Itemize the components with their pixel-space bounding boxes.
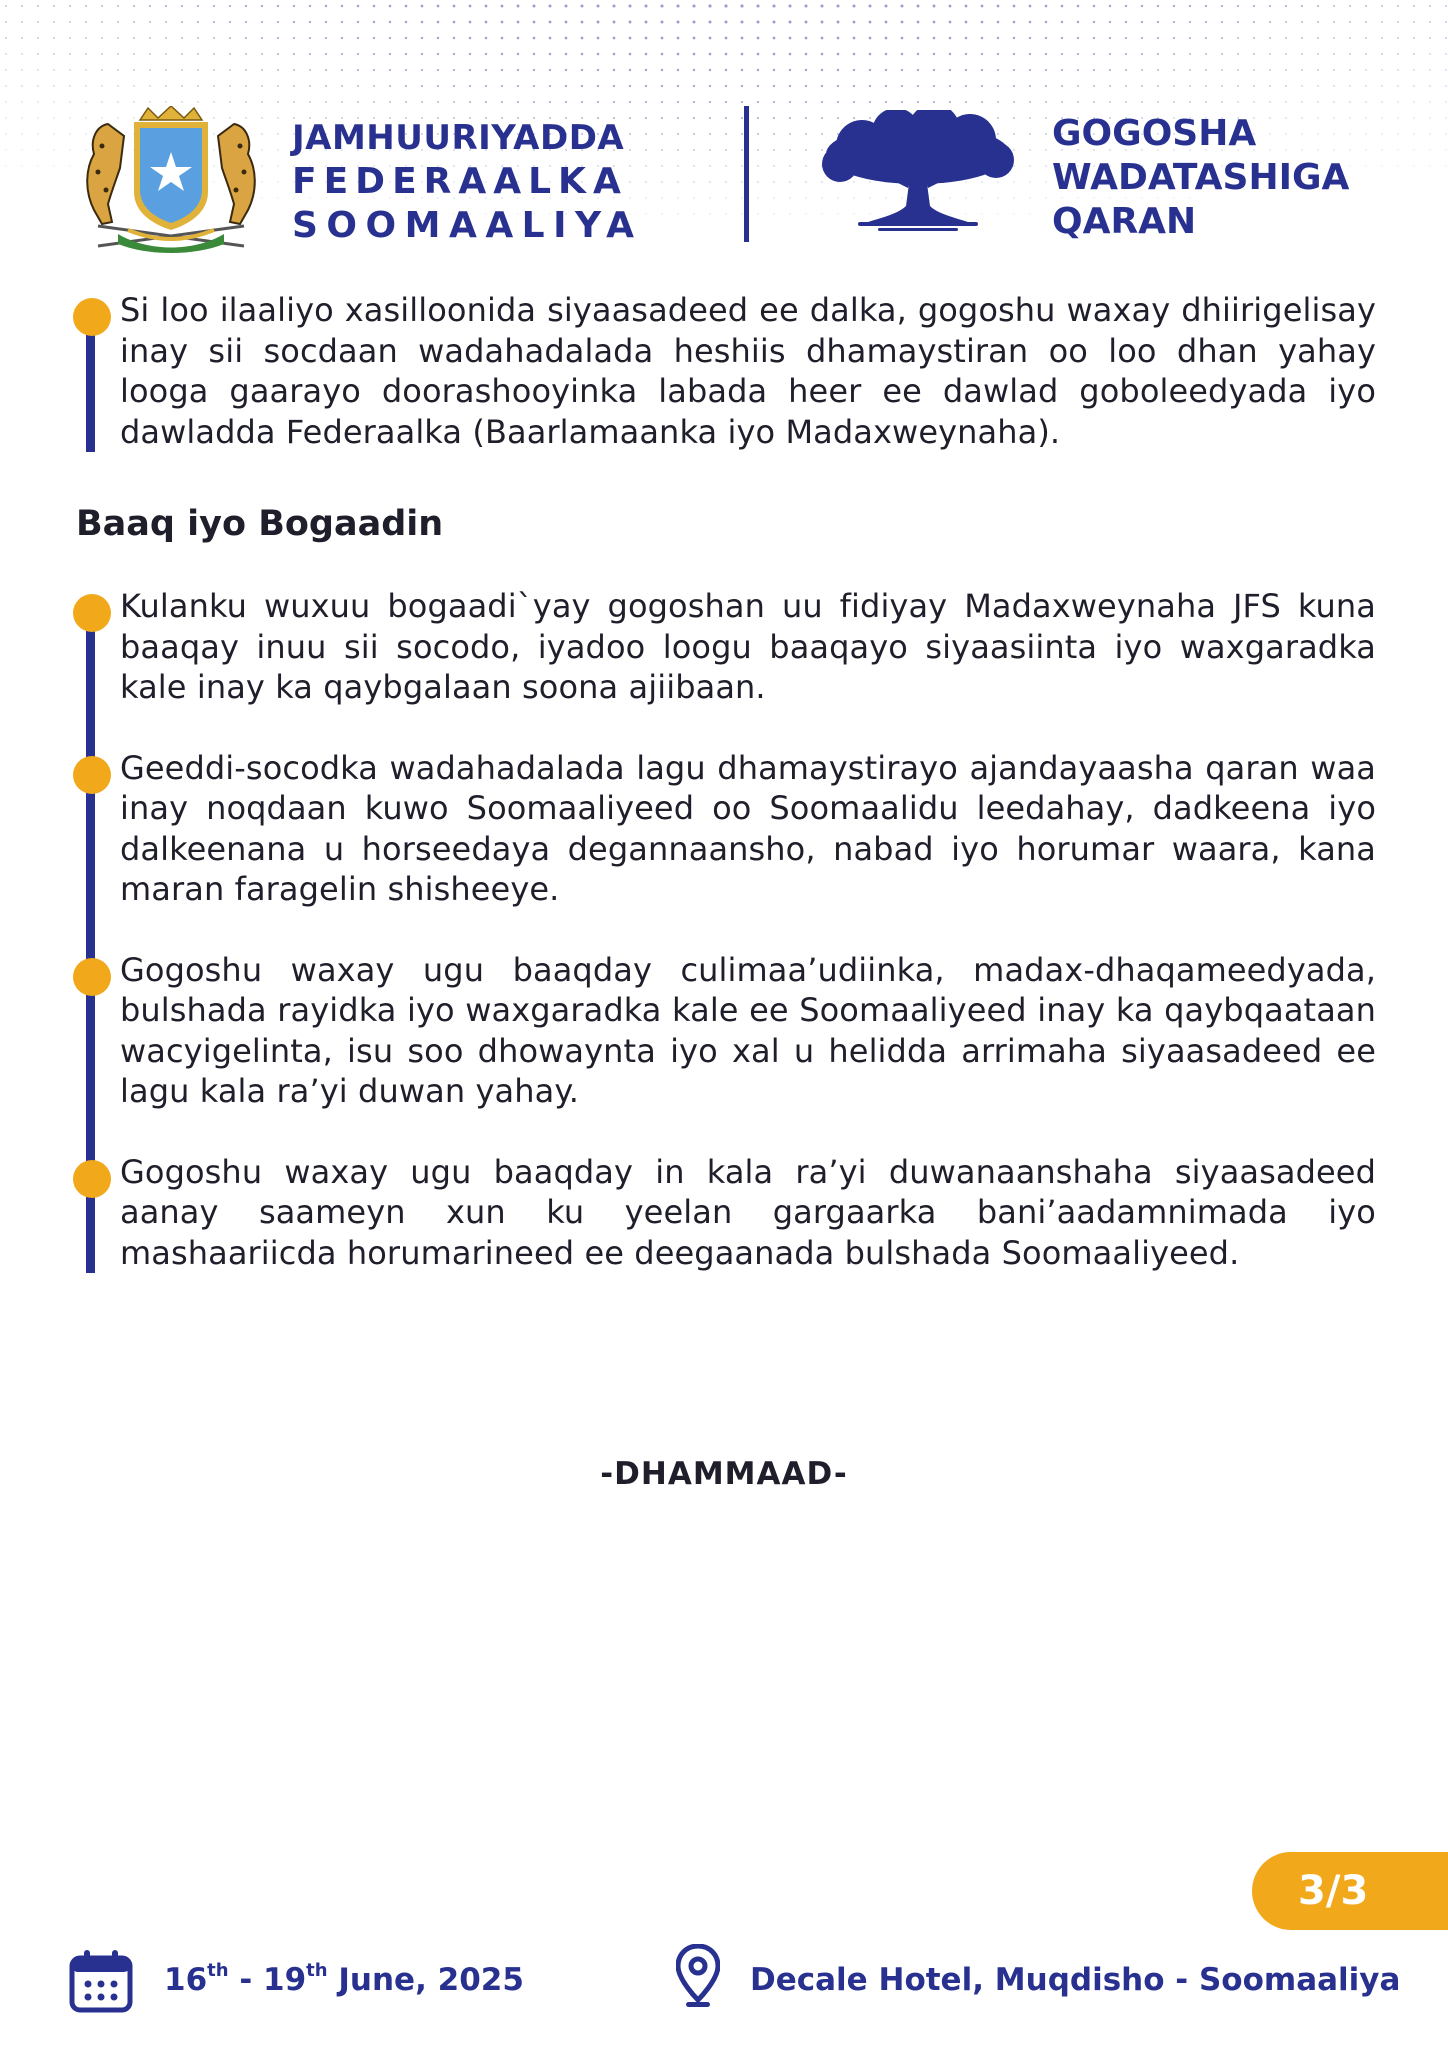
bullet-icon xyxy=(73,594,111,632)
date-separator: - xyxy=(228,1962,264,1998)
list-item xyxy=(120,586,1376,708)
bullet-icon xyxy=(73,756,111,794)
section-title: Baaq iyo Bogaadin xyxy=(76,504,444,544)
intro-paragraph-1: Si loo ilaaliyo xasilloonida siyaasadeed ee dalka, gogoshu waxay dhiirigelisay inay sii socdaan wadahadalada heshiis dhamaystiran oo loo dhan yahay looga gaarayo doorashooyinka labada heer ee dawlad goboleedyada iyo dawladda Federaalka (Baarlamaanka iyo Madaxweynaha). xyxy=(120,291,1376,451)
appeal-group xyxy=(76,586,1376,1273)
date-month-year: June, 2025 xyxy=(327,1962,524,1998)
somalia-coat-of-arms-icon xyxy=(68,106,274,256)
event-date xyxy=(164,1958,524,2002)
header-divider xyxy=(744,106,749,242)
bullet-icon xyxy=(73,1160,111,1198)
appeal-paragraph-3: Gogoshu waxay ugu baaqday culimaa’udiinka, madax-dhaqameedyada, bulshada rayidka iyo waxgaradka kale ee Soomaaliyeed inay ka qaybqaataan wacyigelinta, isu soo dhowaynta iyo xal u helidda arrimaha siyaasadeed ee lagu kala ra’yi duwan yahay. xyxy=(120,950,1376,1110)
list-item xyxy=(120,748,1376,910)
list-item xyxy=(120,950,1376,1112)
appeal-paragraph-2: Geeddi-socodka wadahadalada lagu dhamaystirayo ajandayaasha qaran waa inay noqdaan kuwo Soomaaliyeed oo Soomaalidu leedahay, dadkeena iyo dalkeenana u horseedaya degannaansho, nabad iyo horumar waara, kana maran faragelin shisheeye. xyxy=(120,748,1376,908)
date-start-day: 16 xyxy=(164,1962,208,1998)
map-pin-icon xyxy=(676,1944,720,2008)
org-name-line-2: FEDERAALKA xyxy=(292,161,628,202)
end-mark: -DHAMMAAD- xyxy=(600,1456,848,1492)
list-item xyxy=(120,1152,1376,1274)
page-indicator-badge: 3/3 xyxy=(1252,1852,1448,1930)
forum-name xyxy=(1052,112,1349,244)
event-venue: Decale Hotel, Muqdisho - Soomaaliya xyxy=(750,1962,1401,1998)
forum-name-line-1: GOGOSHA xyxy=(1052,113,1257,154)
date-end-suffix: th xyxy=(306,1960,328,1981)
calendar-icon xyxy=(68,1948,134,2014)
list-item xyxy=(120,290,1376,452)
org-name-line-1: JAMHUURIYADDA xyxy=(292,118,625,158)
bullet-icon xyxy=(73,298,111,336)
tree-logo-icon xyxy=(818,110,1018,234)
org-name-line-3: SOOMAALIYA xyxy=(292,205,643,246)
organization-name xyxy=(292,116,643,248)
bullet-icon xyxy=(73,958,111,996)
forum-name-line-2: WADATASHIGA xyxy=(1052,157,1350,198)
intro-group xyxy=(76,290,1376,452)
document-body xyxy=(76,290,1376,1273)
appeal-paragraph-4: Gogoshu waxay ugu baaqday in kala ra’yi duwanaanshaha siyaasadeed aanay saameyn xun ku yeelan gargaarka bani’aadamnimada iyo mashaariicda horumarineed ee deegaanada bulshada Soomaaliyeed. xyxy=(120,1152,1376,1272)
timeline-bar xyxy=(86,320,95,452)
appeal-paragraph-1: Kulanku wuxuu bogaadi`yay gogoshan uu fidiyay Madaxweynaha JFS kuna baaqay inuu sii socodo, iyadoo loogu baaqayo siyaasiinta iyo waxgaradka kale inay ka qaybgalaan soona ajiibaan. xyxy=(120,587,1376,706)
forum-name-line-3: QARAN xyxy=(1052,201,1197,242)
date-start-suffix: th xyxy=(207,1960,229,1981)
date-end-day: 19 xyxy=(263,1962,307,1998)
